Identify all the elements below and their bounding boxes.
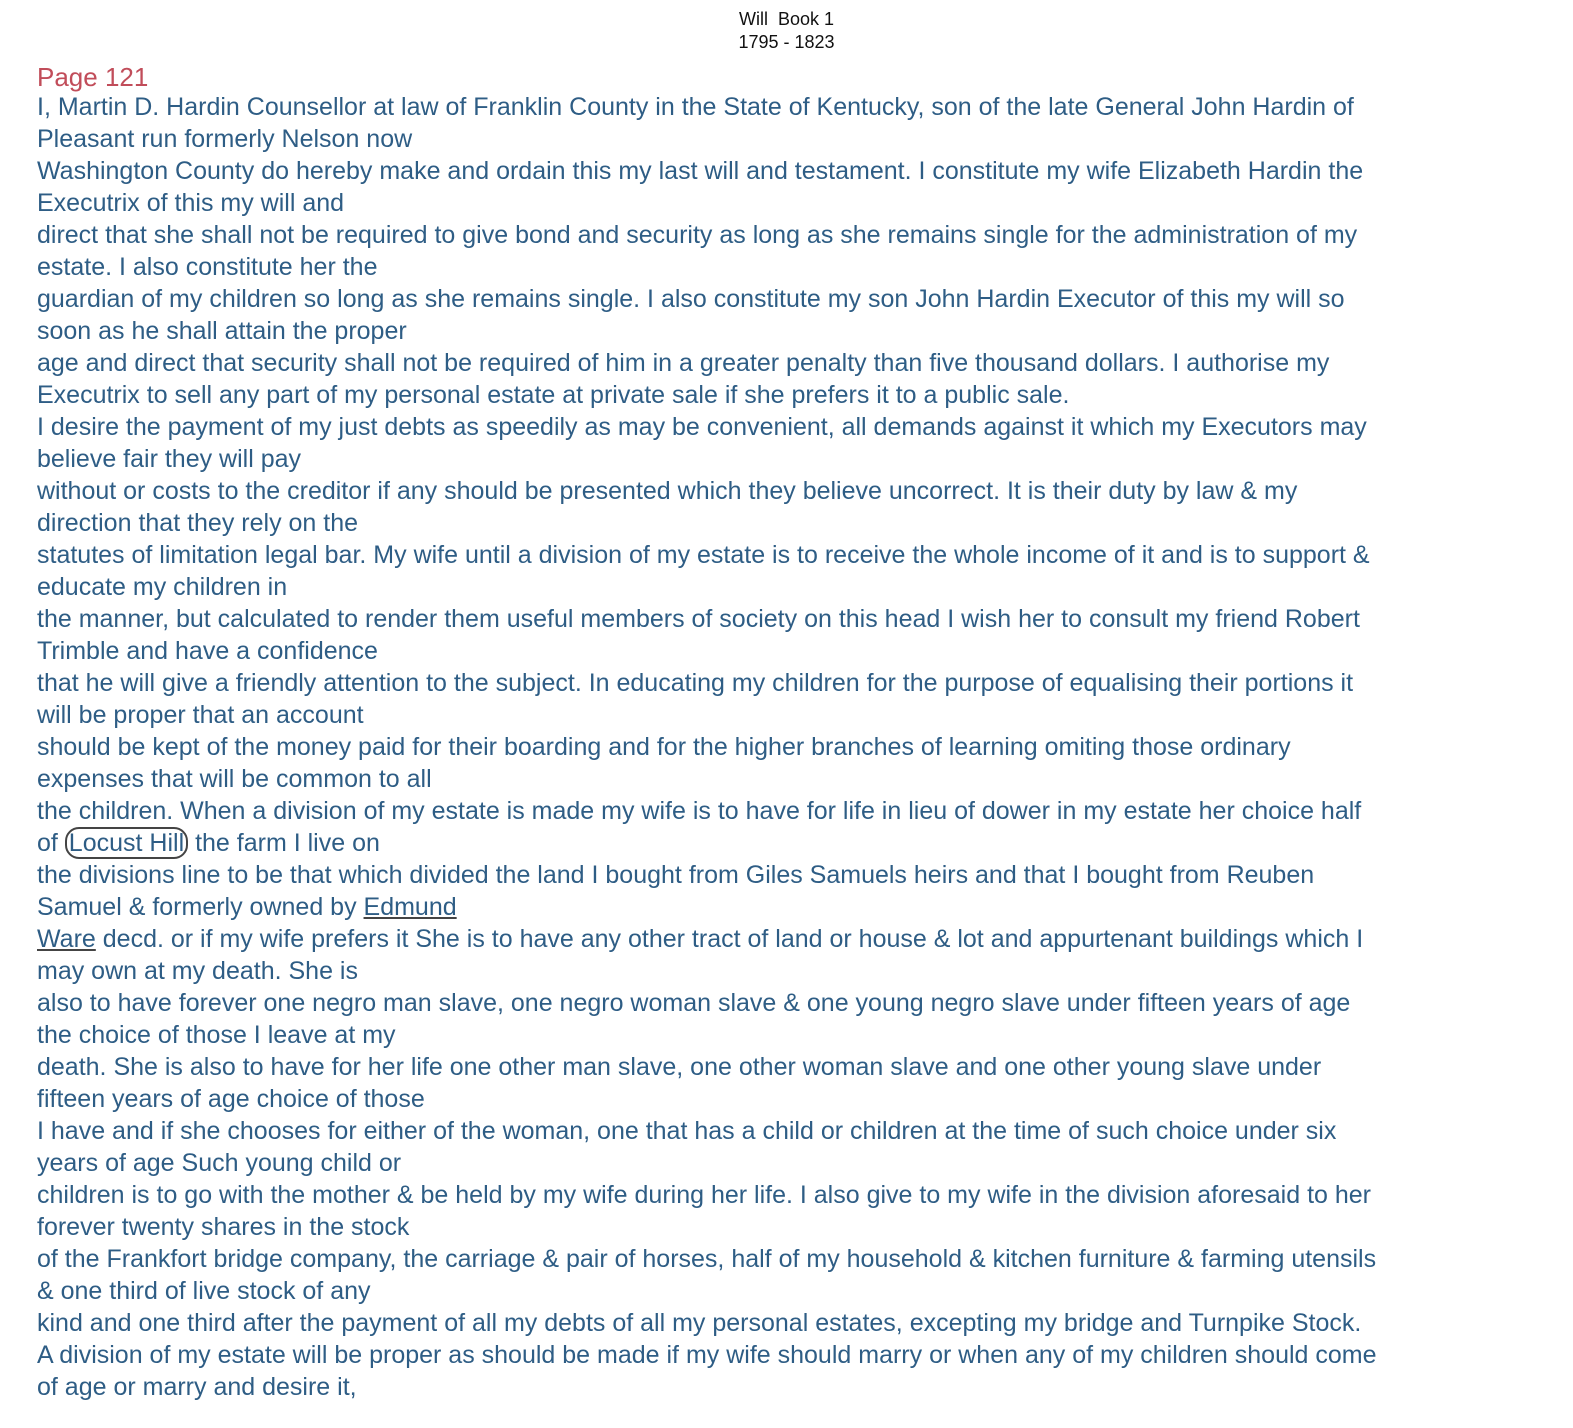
book-years: 1795 - 1823 <box>738 32 835 52</box>
text-line: kind and one third after the payment of all my debts of all my personal estates, excepting my bridge and Turnpike Stock. <box>37 1309 1362 1337</box>
text-line: Executrix to sell any part of my personal estate at private sale if she prefers it to a public sale. <box>37 381 1070 409</box>
text-line: will be proper that an account <box>37 701 364 729</box>
text-line: Trimble and have a confidence <box>37 637 378 665</box>
text-line: I desire the payment of my just debts as speedily as may be convenient, all demands against it which my Executors may <box>37 413 1367 441</box>
text-line: guardian of my children so long as she remains single. I also constitute my son John Hardin Executor of this my will so <box>37 285 1345 313</box>
text-line: also to have forever one negro man slave, one negro woman slave & one young negro slave under fifteen years of age <box>37 989 1351 1017</box>
text-line: & one third of live stock of any <box>37 1277 371 1305</box>
text-line: death. She is also to have for her life one other man slave, one other woman slave and one other young slave under <box>37 1053 1322 1081</box>
text-line: Executrix of this my will and <box>37 189 345 217</box>
text-line: statutes of limitation legal bar. My wife until a division of my estate is to receive the whole income of it and is to support & <box>37 541 1370 569</box>
text-line: soon as he shall attain the proper <box>37 317 407 345</box>
text-line: I have and if she chooses for either of the woman, one that has a child or children at the time of such choice under six <box>37 1117 1337 1145</box>
document-header <box>0 8 1573 54</box>
text-line-edmund <box>37 891 1542 923</box>
book-title: Will Book 1 <box>738 9 835 29</box>
text-line-ware <box>37 923 1542 955</box>
page-number: Page 121 <box>37 62 149 92</box>
text-line: the divisions line to be that which divided the land I bought from Giles Samuels heirs and that I bought from Reuben <box>37 861 1315 889</box>
ware-suffix: decd. or if my wife prefers it She is to have any other tract of land or house & lot and appurtenant buildings which I <box>95 925 1364 953</box>
will-transcription <box>37 91 1542 1403</box>
text-line: of the Frankfort bridge company, the carriage & pair of horses, half of my household & kitchen furniture & farming utensils <box>37 1245 1377 1273</box>
underlined-name-edmund: Edmund <box>363 893 457 921</box>
text-line: without or costs to the creditor if any should be presented which they believe uncorrect. It is their duty by law & my <box>37 477 1298 505</box>
text-line: that he will give a friendly attention to the subject. In educating my children for the purpose of equalising their portions it <box>37 669 1354 697</box>
text-line: fifteen years of age choice of those <box>37 1085 425 1113</box>
text-line: estate. I also constitute her the <box>37 253 378 281</box>
text-line: Washington County do hereby make and ordain this my last will and testament. I constitute my wife Elizabeth Hardin the <box>37 157 1364 185</box>
locust-suffix: the farm I live on <box>188 829 380 857</box>
text-line: expenses that will be common to all <box>37 765 432 793</box>
text-line: of age or marry and desire it, <box>37 1373 357 1401</box>
text-line: A division of my estate will be proper as should be made if my wife should marry or when any of my children should come <box>37 1341 1377 1369</box>
text-line: may own at my death. She is <box>37 957 358 985</box>
text-line-locust-hill <box>37 827 1542 859</box>
text-line: direction that they rely on the <box>37 509 359 537</box>
underlined-name-ware: Ware <box>37 925 96 953</box>
text-line: educate my children in <box>37 573 288 601</box>
text-line: direct that she shall not be required to give bond and security as long as she remains single for the administration of my <box>37 221 1358 249</box>
locust-prefix: of <box>37 829 65 857</box>
text-line: I, Martin D. Hardin Counsellor at law of Franklin County in the State of Kentucky, son of the late General John Hardin of <box>37 93 1354 121</box>
text-line: years of age Such young child or <box>37 1149 402 1177</box>
text-line: should be kept of the money paid for their boarding and for the higher branches of learning omiting those ordinary <box>37 733 1291 761</box>
text-line: the choice of those I leave at my <box>37 1021 396 1049</box>
edmund-prefix: Samuel & formerly owned by <box>37 893 364 921</box>
text-line: age and direct that security shall not be required of him in a greater penalty than five thousand dollars. I authorise my <box>37 349 1330 377</box>
circled-place-name: Locust Hill <box>65 827 188 859</box>
text-line: Pleasant run formerly Nelson now <box>37 125 413 153</box>
text-line: the children. When a division of my estate is made my wife is to have for life in lieu of dower in my estate her choice half <box>37 797 1362 825</box>
text-line: believe fair they will pay <box>37 445 302 473</box>
text-line: children is to go with the mother & be held by my wife during her life. I also give to my wife in the division aforesaid to her <box>37 1181 1371 1209</box>
text-line: the manner, but calculated to render them useful members of society on this head I wish her to consult my friend Robert <box>37 605 1360 633</box>
text-line: forever twenty shares in the stock <box>37 1213 410 1241</box>
